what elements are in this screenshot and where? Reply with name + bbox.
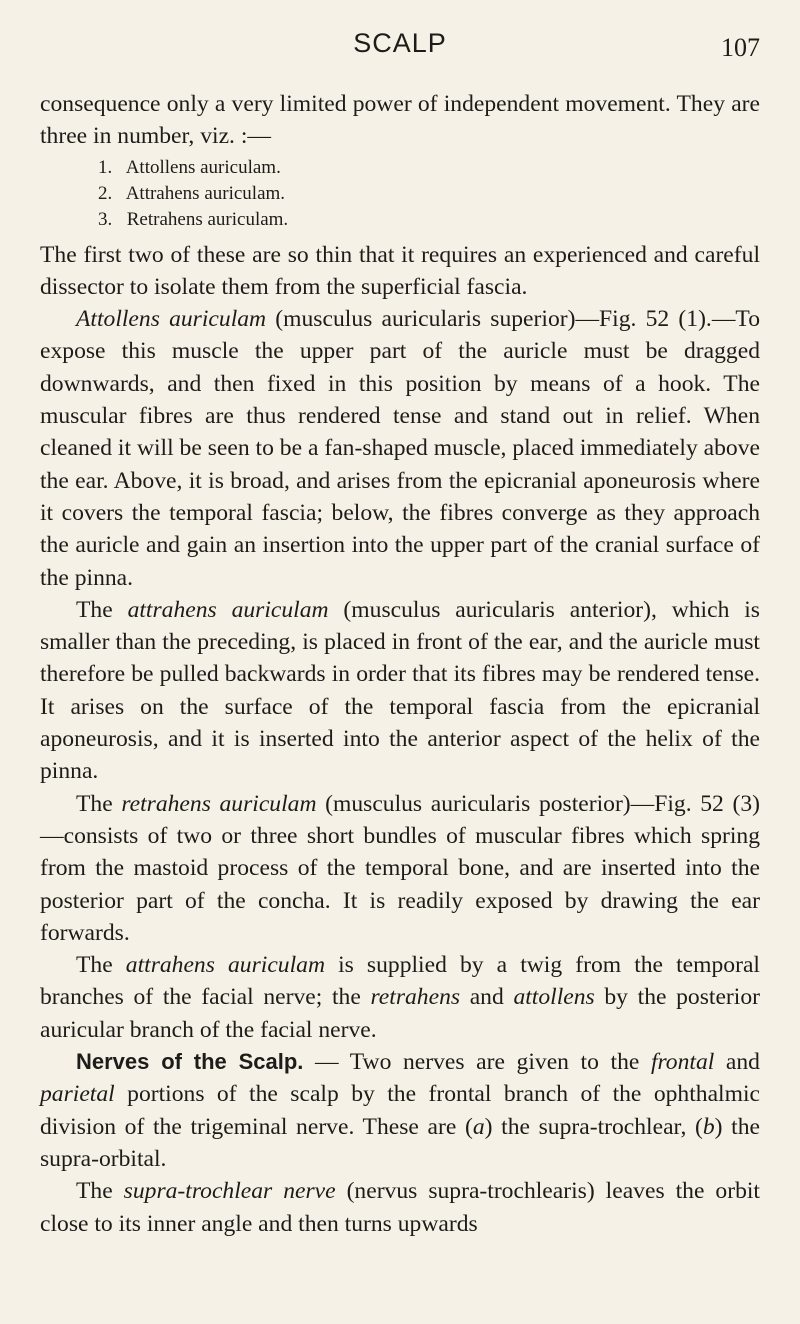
item-letter-b: b — [702, 1113, 715, 1140]
list-number: 3. — [98, 208, 113, 230]
term-supratrochlear: supra-trochlear nerve — [123, 1178, 336, 1205]
term-attrahens: attrahens auriculam — [127, 596, 329, 623]
paragraph-nerves — [40, 1046, 760, 1175]
paragraph-lead: The — [76, 790, 122, 817]
term-frontal: frontal — [650, 1049, 715, 1076]
paragraph-supply — [40, 949, 760, 1046]
paragraph-text: and — [714, 1049, 760, 1076]
paragraph-text: — Two nerves are given to the — [303, 1049, 651, 1076]
list-number: 1. — [98, 156, 113, 178]
intro-paragraph: consequence only a very limited power of independent movement. They are three in number, viz. :— — [40, 91, 760, 150]
muscle-list — [40, 155, 760, 233]
list-label: Retrahens auriculam. — [126, 208, 289, 230]
page-number: 107 — [721, 33, 760, 62]
paragraph-first-two: The first two of these are so thin that it requires an experienced and careful dissector to isolate them from the superficial fascia. — [40, 241, 760, 300]
paragraph-lead: The — [76, 596, 128, 623]
term-parietal: parietal — [40, 1081, 115, 1108]
list-item — [98, 207, 760, 233]
paragraph-attollens — [40, 303, 760, 594]
list-number: 2. — [98, 182, 113, 204]
item-letter-a: a — [472, 1113, 485, 1140]
paragraph-retrahens — [40, 788, 760, 949]
paragraph-text: (musculus auricularis anterior), which is smaller than the preceding, is placed in front of the ear, and the auricle must therefore be pulled backwards in order that its fibres may be rendered tense. It arises on the surface of the temporal fascia from the epicranial aponeurosis, and it is inserted into the anterior aspect of the helix of the pinna. — [40, 596, 760, 785]
paragraph-lead: The — [76, 952, 126, 979]
paragraph-text: by the posterior auricular branch of the facial nerve. — [40, 984, 761, 1043]
paragraph-text: ) the supra-trochlear, ( — [484, 1113, 703, 1140]
paragraph-text: (nervus supra-trochlearis) leaves the orbit close to its inner angle and then turns upwards — [40, 1178, 760, 1237]
section-heading: Nerves of the Scalp. — [76, 1049, 304, 1075]
paragraph-text: is supplied by a twig from the temporal branches of the facial nerve; the — [40, 952, 760, 1011]
term-attrahens: attrahens auriculam — [125, 952, 325, 979]
term-retrahens: retrahens auriculam — [121, 790, 317, 817]
paragraph-lead: The — [76, 1178, 124, 1205]
list-item — [98, 181, 760, 207]
paragraph-text: and — [460, 984, 514, 1011]
paragraph-text: (musculus auricularis superior)—Fig. 52 (1).—To expose this muscle the upper part of the auricle must be dragged downwards, and then fixed in this position by means of a hook. The muscular fibres are thus rendered tense and stand out in relief. When cleaned it will be seen to be a fan-shaped muscle, placed immediately above the ear. Above, it is broad, and arises from the epicranial aponeurosis where it covers the temporal fascia; below, the fibres converge as they approach the auricle and gain an insertion into the upper part of the cranial surface of the pinna. — [40, 306, 760, 591]
term-retrahens: retrahens — [370, 984, 461, 1011]
paragraph-text: ) the supra-orbital. — [40, 1113, 760, 1172]
list-label: Attrahens auriculam. — [125, 182, 286, 204]
paragraph-text: (musculus auricularis posterior)—Fig. 52 (3)—consists of two or three short bundles of muscular fibres which spring from the mastoid process of the temporal bone, and are inserted into the posterior part of the concha. It is readily exposed by drawing the ear forwards. — [40, 790, 760, 946]
page-body — [40, 88, 760, 1240]
list-item — [98, 155, 760, 181]
paragraph-attrahens — [40, 594, 760, 788]
term-attollens: Attollens auriculam — [76, 306, 267, 333]
list-label: Attollens auriculam. — [125, 156, 281, 178]
paragraph-supratrochlear — [40, 1175, 760, 1240]
running-title: SCALP — [353, 28, 447, 58]
paragraph-text: portions of the scalp by the frontal branch of the ophthalmic division of the trigeminal nerve. These are ( — [40, 1081, 760, 1140]
term-attollens: attollens — [513, 984, 595, 1011]
